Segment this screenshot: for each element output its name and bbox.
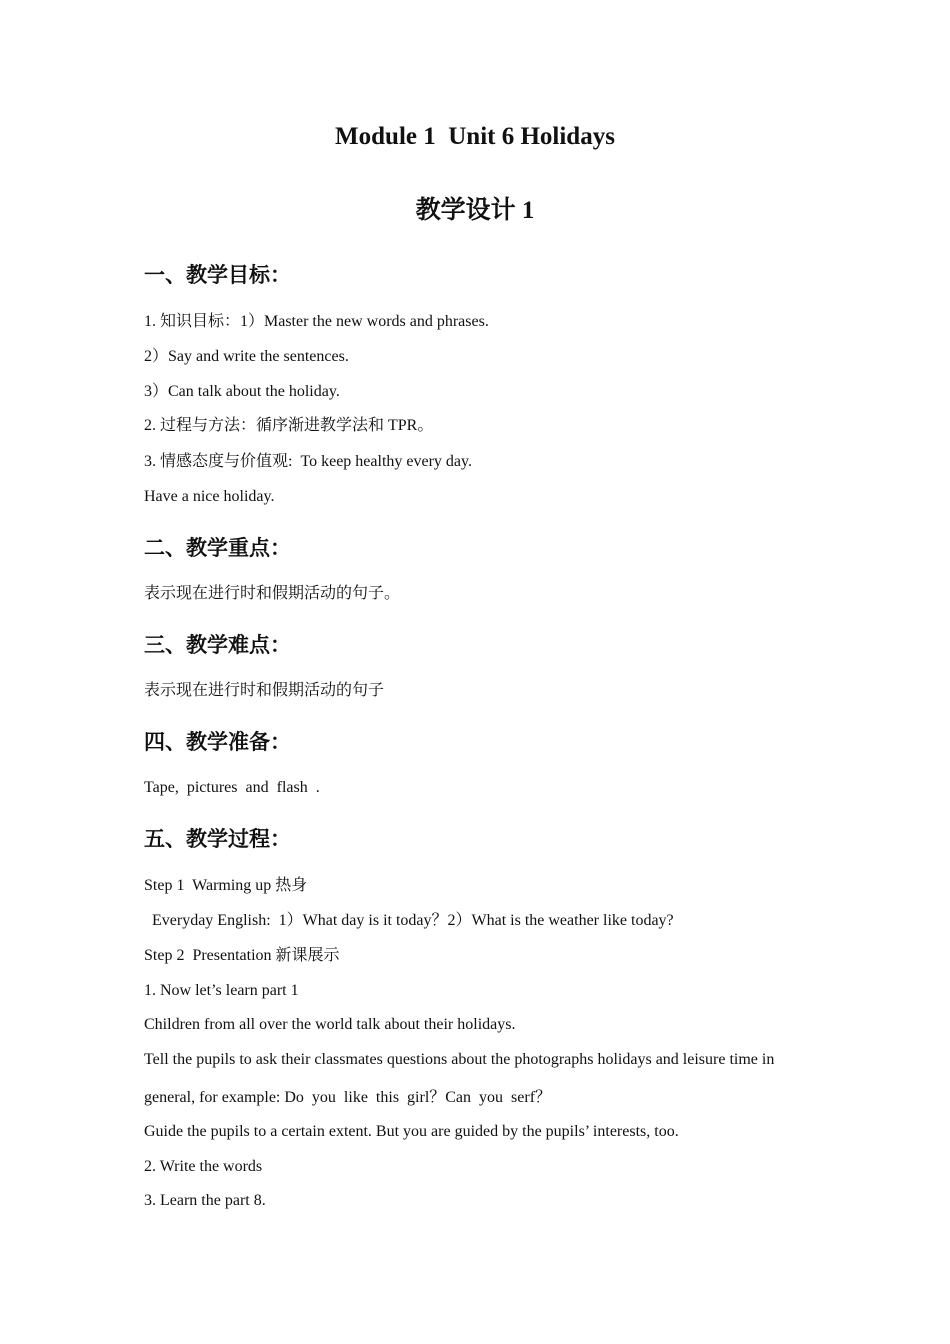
preparation-line: Tape, pictures and flash .	[144, 779, 320, 796]
process-line: Children from all over the world talk about their holidays.	[144, 1016, 516, 1033]
section-heading-difficulties: 三、教学难点：	[144, 633, 291, 657]
objectives-line: 2. 过程与方法：循序渐进教学法和 TPR。	[144, 417, 434, 434]
objectives-line: Have a nice holiday.	[144, 488, 275, 505]
process-line: general, for example: Do you like this girl？Can you serf？	[144, 1089, 552, 1106]
process-line: Guide the pupils to a certain extent. But you are guided by the pupils’ interests, too.	[144, 1123, 679, 1140]
difficulties-line: 表示现在进行时和假期活动的句子	[144, 682, 385, 699]
section-heading-key-points: 二、教学重点：	[144, 536, 291, 560]
process-line: 3. Learn the part 8.	[144, 1192, 266, 1209]
process-line: Step 2 Presentation 新课展示	[144, 947, 340, 964]
objectives-line: 3）Can talk about the holiday.	[144, 383, 340, 400]
document-subtitle: 教学设计 1	[415, 197, 535, 224]
objectives-line: 1. 知识目标：1）Master the new words and phrases.	[144, 313, 489, 330]
process-line: Tell the pupils to ask their classmates questions about the photographs holidays and leisure time in	[144, 1051, 775, 1068]
key-points-line: 表示现在进行时和假期活动的句子。	[144, 585, 401, 602]
process-line: Everyday English: 1）What day is it today？2）What is the weather like today?	[144, 912, 674, 929]
section-heading-process: 五、教学过程：	[144, 827, 291, 851]
process-line: 1. Now let’s learn part 1	[144, 982, 299, 999]
process-line: Step 1 Warming up 热身	[144, 877, 308, 894]
process-line: 2. Write the words	[144, 1158, 263, 1175]
objectives-line: 3. 情感态度与价值观: To keep healthy every day.	[144, 453, 472, 470]
section-heading-objectives: 一、教学目标：	[144, 263, 291, 287]
objectives-line: 2）Say and write the sentences.	[144, 348, 349, 365]
section-heading-preparation: 四、教学准备：	[144, 730, 291, 754]
document-title: Module 1 Unit 6 Holidays	[335, 123, 615, 150]
